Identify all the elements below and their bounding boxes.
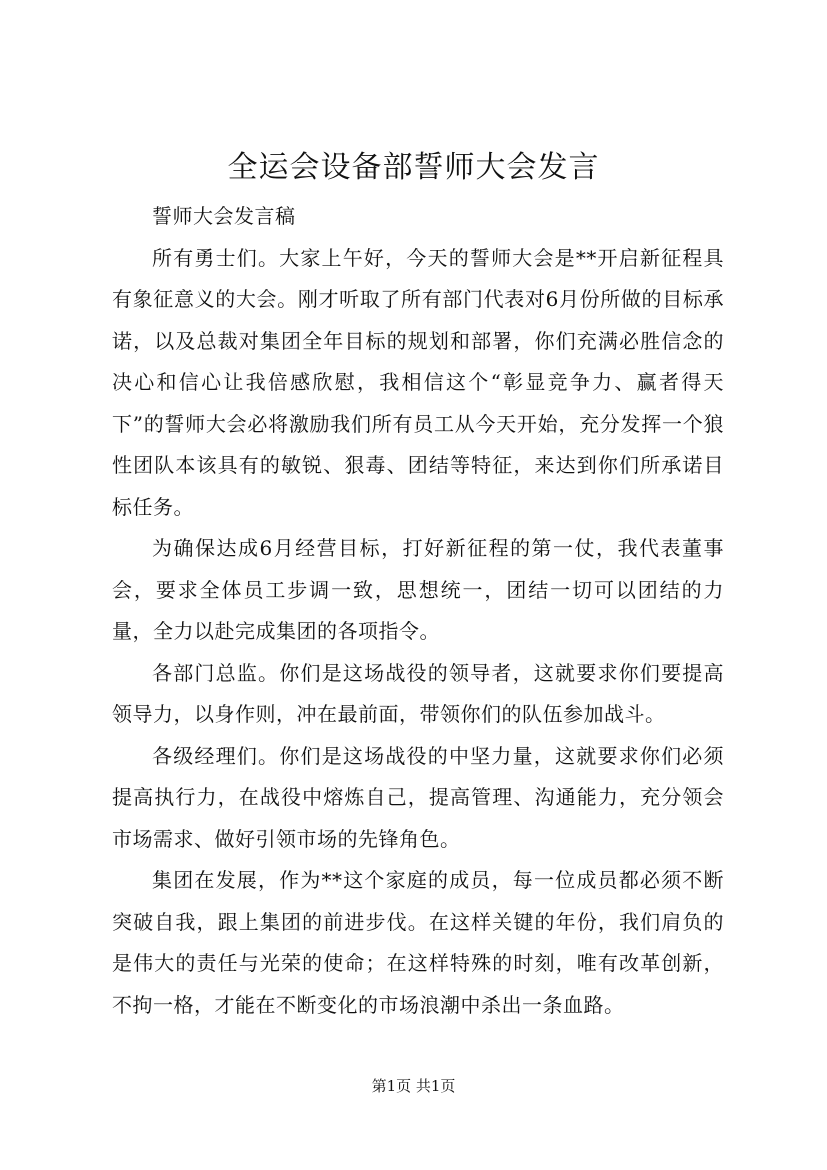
page-footer: 第1页 共1页 [371, 1077, 456, 1095]
document-title: 全运会设备部誓师大会发言 [227, 150, 600, 185]
paragraph: 为确保达成6月经营目标，打好新征程的第一仗，我代表董事会，要求全体员工步调一致，思想统一，团结一切可以团结的力量，全力以赴完成集团的各项指令。 [112, 536, 724, 643]
document-body [112, 196, 724, 1026]
paragraph: 集团在发展，作为**这个家庭的成员，每一位成员都必须不断突破自我，跟上集团的前进步伐。在这样关键的年份，我们肩负的是伟大的责任与光荣的使命；在这样特殊的时刻，唯有改革创新，不拘一格，才能在不断变化的市场浪潮中杀出一条血路。 [112, 868, 724, 1017]
paragraph: 所有勇士们。大家上午好，今天的誓师大会是**开启新征程具有象征意义的大会。刚才听取了所有部门代表对6月份所做的目标承诺，以及总裁对集团全年目标的规划和部署，你们充满必胜信念的决心和信心让我倍感欣慰，我相信这个“彰显竞争力、赢者得天下”的誓师大会必将激励我们所有员工从今天开始，充分发挥一个狼性团队本该具有的敏锐、狠毒、团结等特征，来达到你们所承诺目标任务。 [112, 245, 724, 519]
paragraph: 各部门总监。你们是这场战役的领导者，这就要求你们要提高领导力，以身作则，冲在最前面，带领你们的队伍参加战斗。 [112, 660, 724, 726]
document-subtitle: 誓师大会发言稿 [152, 204, 296, 228]
paragraph: 各级经理们。你们是这场战役的中坚力量，这就要求你们必须提高执行力，在战役中熔炼自己，提高管理、沟通能力，充分领会市场需求、做好引领市场的先锋角色。 [112, 743, 724, 851]
